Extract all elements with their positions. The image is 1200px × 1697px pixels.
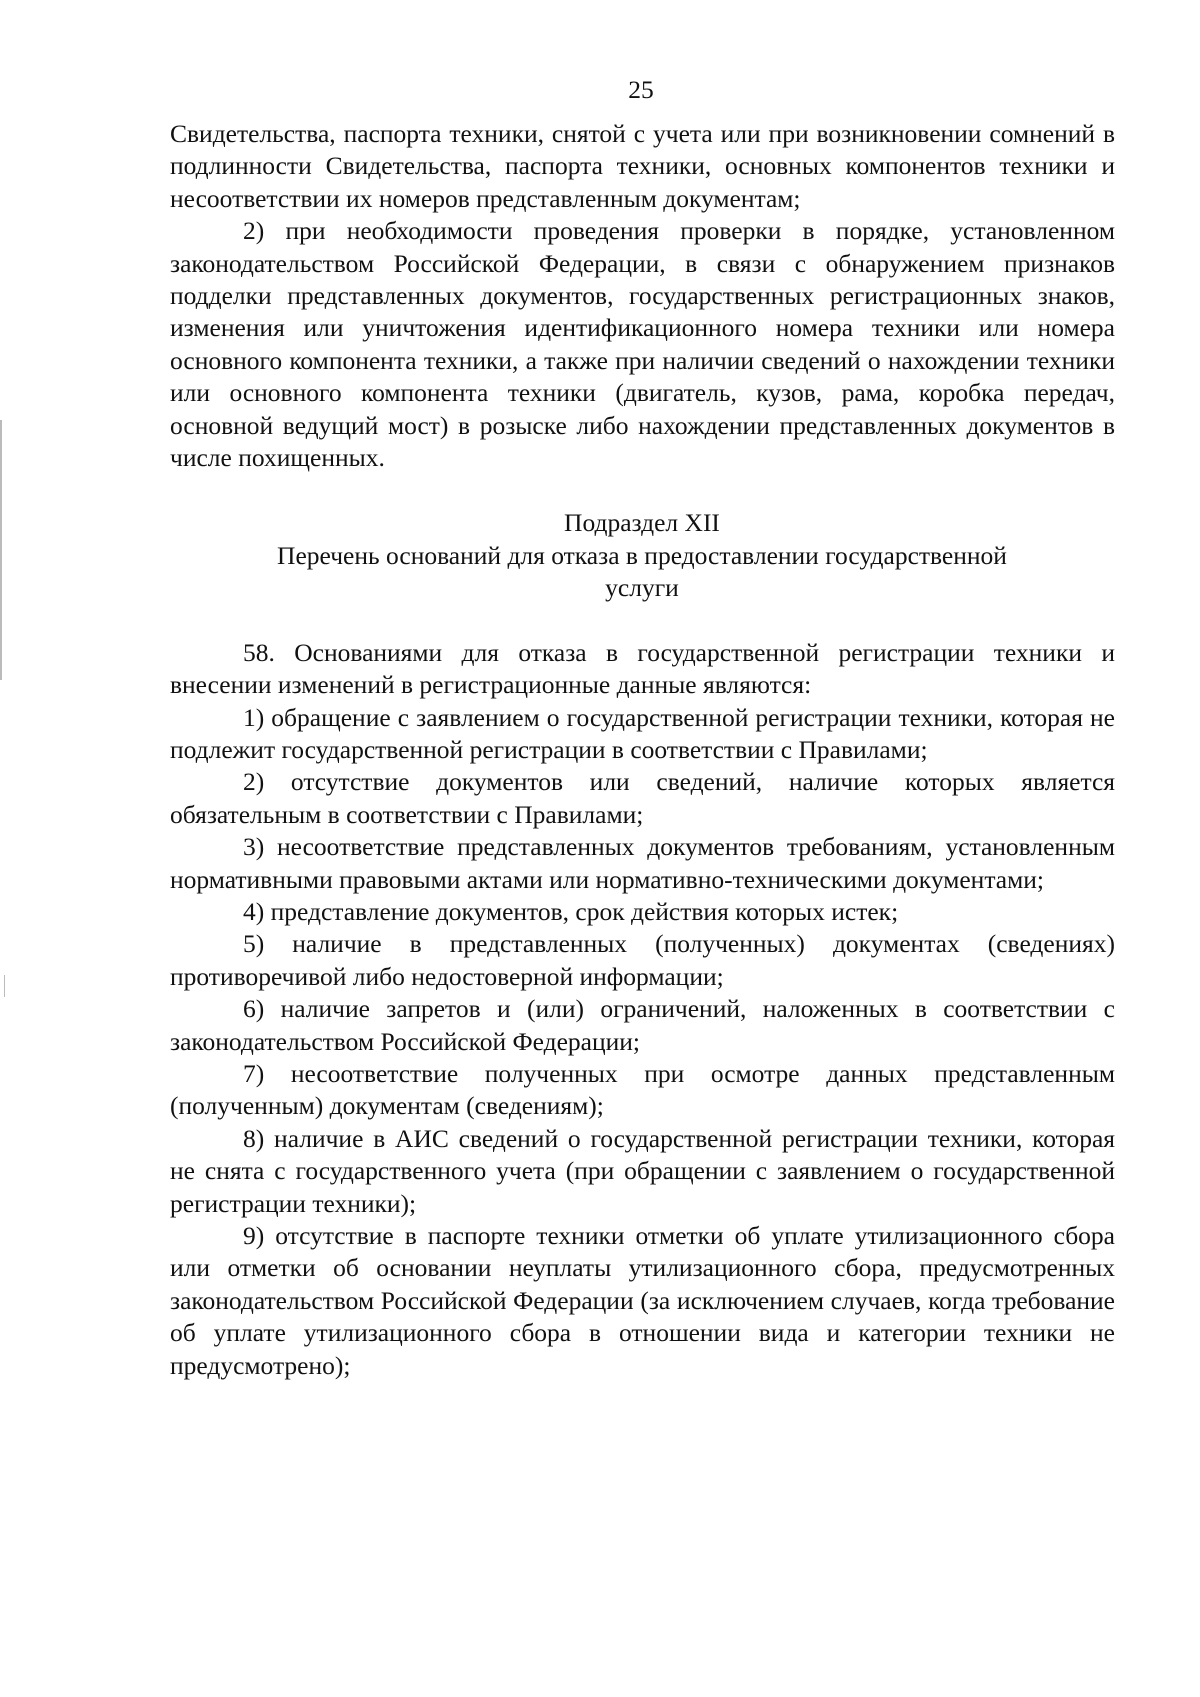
- paragraph-continuation: Свидетельства, паспорта техники, снятой с учета или при возникновении сомнений в подлинности Свидетельства, паспорта техники, основных компонентов техники и несоответствии их номеров представленным документам;: [170, 119, 1115, 213]
- paragraph-item-2: 2) при необходимости проведения проверки в порядке, установленном законодательством Российской Федерации, в связи с обнаружением признаков подделки представленных документов, государственных регистрационных знаков, изменения или уничтожения идентификационного номера техники или номера основного компонента техники, а также при наличии сведений о нахождении техники или основного компонента техники (двигатель, кузов, рама, коробка передач, основной ведущий мост) в розыске либо нахождении представленных документов в числе похищенных.: [170, 216, 1115, 473]
- section-label: Подраздел XII: [564, 508, 720, 538]
- list-item-5: 5) наличие в представленных (полученных) документах (сведениях) противоречивой либо недостоверной информации;: [170, 929, 1115, 991]
- scan-edge-mark: [0, 420, 2, 680]
- list-item-8: 8) наличие в АИС сведений о государственной регистрации техники, которая не снята с государственного учета (при обращении с заявлением о государственной регистрации техники);: [170, 1123, 1115, 1218]
- section-heading: [86, 507, 1198, 604]
- page-number: 25: [628, 75, 654, 104]
- list-item-6: 6) наличие запретов и (или) ограничений, наложенных в соответствии с законодательством Российской Федерации;: [170, 994, 1115, 1056]
- section-title: Перечень оснований для отказа в предоставлении государственной услуги: [277, 540, 1007, 603]
- list-item-9: 9) отсутствие в паспорте техники отметки об уплате утилизационного сбора или отметки об основании неуплаты утилизационного сбора, предусмотренных законодательством Российской Федерации (за исключением случаев, когда требование об уплате утилизационного сбора в отношении вида и категории техники не предусмотрено);: [170, 1221, 1115, 1380]
- list-item-3: 3) несоответствие представленных документов требованиям, установленным нормативными правовыми актами или нормативно-техническими документами;: [170, 832, 1115, 894]
- list-item-2: 2) отсутствие документов или сведений, наличие которых является обязательным в соответствии с Правилами;: [170, 767, 1115, 829]
- list-item-4: 4) представление документов, срок действия которых истек;: [243, 896, 899, 926]
- scan-edge-mark: [4, 975, 5, 997]
- document-body: [170, 118, 1115, 1382]
- list-item-1: 1) обращение с заявлением о государственной регистрации техники, которая не подлежит государственной регистрации в соответствии с Правилами;: [170, 702, 1115, 764]
- list-item-7: 7) несоответствие полученных при осмотре данных представленным (полученным) документам (сведениям);: [170, 1058, 1115, 1121]
- paragraph-58: 58. Основаниями для отказа в государственной регистрации техники и внесении изменений в регистрационные данные являются:: [170, 637, 1115, 700]
